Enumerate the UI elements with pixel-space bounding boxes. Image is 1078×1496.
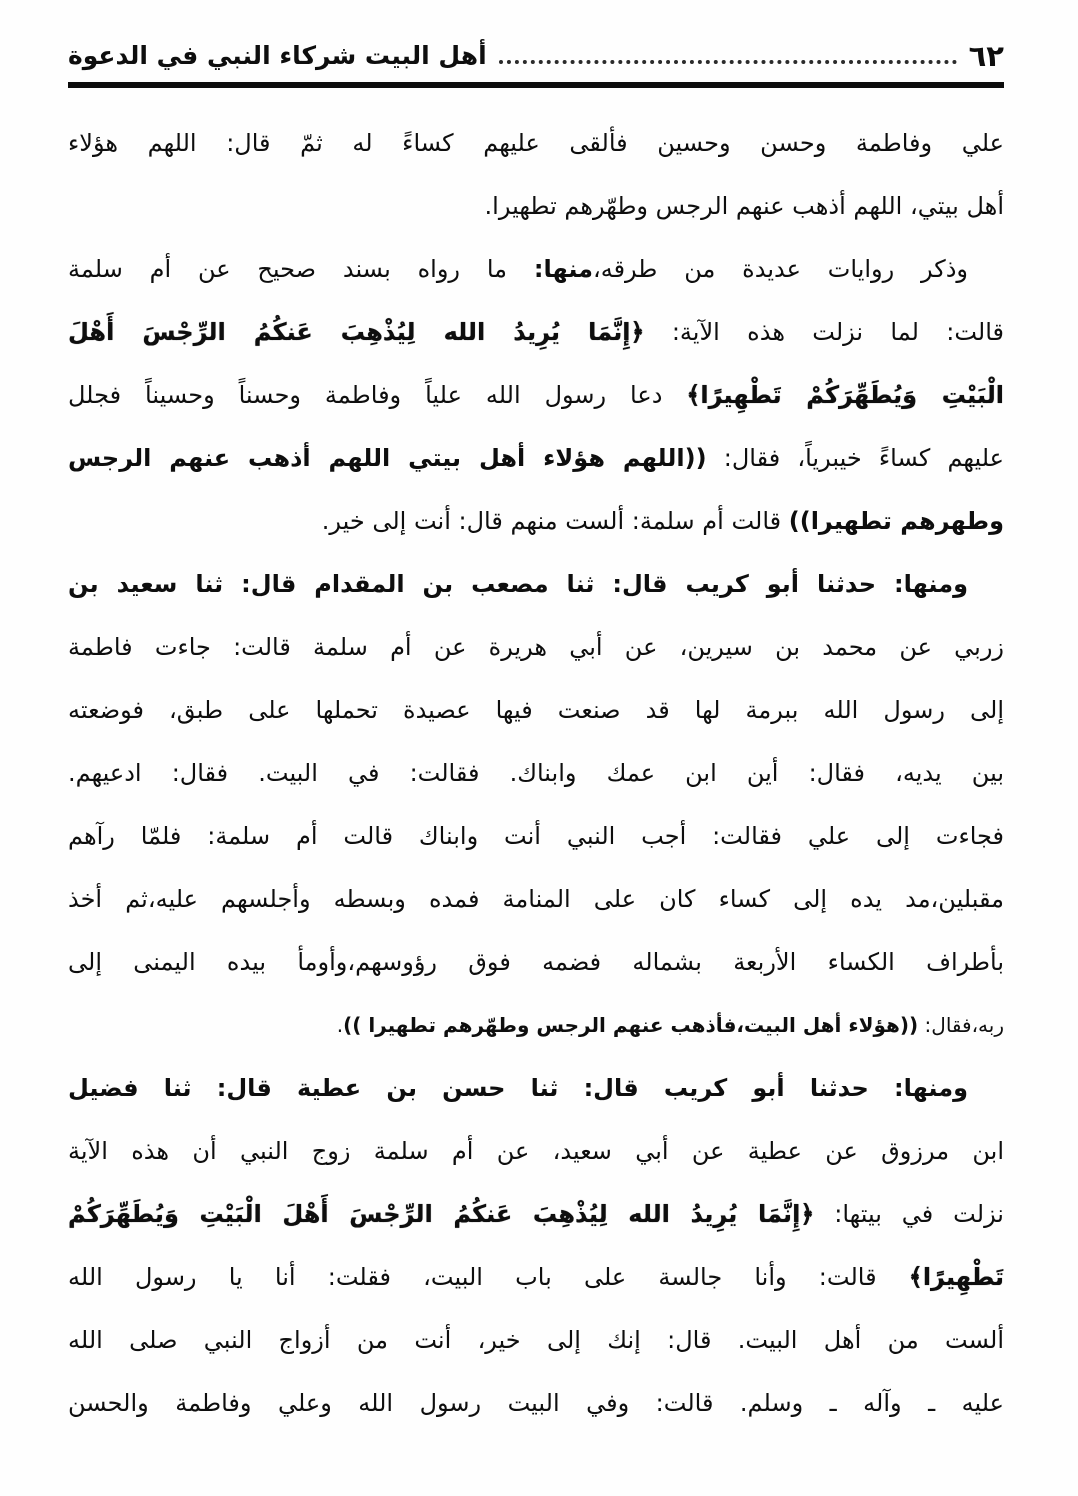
quran-verse-segment: تَطْهِيرًا﴾: [908, 1262, 1004, 1291]
quran-verse-segment: ﴿إِنَّمَا يُرِيدُ الله لِيُذْهِبَ عَنكُمُ الرِّجْسَ أَهْلَ: [68, 317, 645, 346]
paragraph: [68, 553, 1004, 1057]
text-segment: ربه،فقال:: [918, 1012, 1004, 1037]
text-segment: ابن مرزوق عن عطية عن أبي سعيد، عن أم سلمة زوج النبي أن هذه الآية: [68, 1136, 1004, 1165]
quran-verse-segment: الْبَيْتِ وَيُطَهِّرَكُمْ تَطْهِيرًا﴾: [686, 380, 1004, 409]
text-line: [68, 1120, 1004, 1183]
text-segment: أهل بيتي، اللهم أذهب عنهم الرجس وطهّرهم تطهيرا.: [484, 191, 1004, 220]
text-line: [68, 616, 1004, 679]
text-segment: ألست من أهل البيت. قال: إنك إلى خير، أنت من أزواج النبي صلى الله: [68, 1325, 1004, 1354]
bold-segment: وطهرهم تطهيرا)): [788, 506, 1004, 535]
text-line: [68, 553, 1004, 616]
text-segment: إلى رسول الله ببرمة لها قد صنعت فيها عصيدة تحملها على طبق، فوضعته: [68, 695, 1004, 724]
text-line: [68, 175, 1004, 238]
paragraph: [68, 1057, 1004, 1435]
text-segment: بأطراف الكساء الأربعة بشماله فضمه فوق رؤوسهم،وأومأ بيده اليمنى إلى: [68, 947, 1004, 976]
page-body: [68, 112, 1004, 1435]
text-line: [68, 994, 1004, 1057]
paragraph: [68, 112, 1004, 238]
text-segment: فجاءت إلى علي فقالت: أجب النبي أنت وابناك قالت أم سلمة: فلمّا رآهم: [68, 821, 1004, 850]
text-line: [68, 301, 1004, 364]
text-segment: وذكر روايات عديدة من طرقه،: [592, 254, 968, 283]
quran-verse-segment: ﴿إِنَّمَا يُرِيدُ الله لِيُذْهِبَ عَنكُمُ الرِّجْسَ أَهْلَ الْبَيْتِ وَيُطَهِّرَكُمْ: [68, 1199, 815, 1228]
text-line: [68, 1246, 1004, 1309]
bold-segment: ((هؤلاء أهل البيت،فأذهب عنهم الرجس وطهّرهم تطهيرا )): [343, 1012, 919, 1037]
text-segment: دعا رسول الله علياً وفاطمة وحسناً وحسيناً فجلل: [68, 380, 687, 409]
text-line: [68, 868, 1004, 931]
text-segment: زربي عن محمد بن سيرين، عن أبي هريرة عن أم سلمة قالت: جاءت فاطمة: [68, 632, 1004, 661]
text-line: [68, 679, 1004, 742]
text-line: [68, 931, 1004, 994]
page-number: ٦٢: [968, 38, 1004, 73]
page-header: [68, 40, 1004, 88]
text-segment: مقبلين،مد يده إلى كساء كان على المنامة فمده وبسطه وأجلسهم عليه،ثم أخذ: [68, 884, 1004, 913]
text-line: [68, 427, 1004, 490]
bold-segment: ومنها: حدثنا أبو كريب قال: ثنا مصعب بن المقدام قال: ثنا سعيد بن: [68, 569, 968, 598]
text-line: [68, 805, 1004, 868]
text-line: [68, 364, 1004, 427]
bold-segment: ومنها: حدثنا أبو كريب قال: ثنا حسن بن عطية قال: ثنا فضيل: [68, 1073, 968, 1102]
paragraph: [68, 238, 1004, 553]
text-segment: قالت أم سلمة: ألست منهم قال: أنت إلى خير.: [321, 506, 789, 535]
text-line: [68, 238, 1004, 301]
bold-segment: منها:: [533, 254, 593, 283]
text-line: [68, 742, 1004, 805]
text-segment: قالت: وأنا جالسة على باب البيت، فقلت: أنا يا رسول الله: [68, 1262, 909, 1291]
text-line: [68, 1057, 1004, 1120]
text-segment: عليهم كساءً خيبرياً، فقال:: [706, 443, 1004, 472]
text-segment: قالت: لما نزلت هذه الآية:: [644, 317, 1004, 346]
dots-leader: [499, 60, 957, 64]
text-segment: نزلت في بيتها:: [814, 1199, 1004, 1228]
bold-segment: ((اللهم هؤلاء أهل بيتي اللهم أذهب عنهم الرجس: [68, 443, 707, 472]
text-segment: .: [336, 1012, 344, 1037]
text-line: [68, 1372, 1004, 1435]
text-line: [68, 1183, 1004, 1246]
text-segment: عليه ـ وآله ـ وسلم. قالت: وفي البيت رسول الله وعلي وفاطمة والحسن: [68, 1388, 1004, 1417]
text-segment: بين يديه، فقال: أين ابن عمك وابناك. فقالت: في البيت. فقال: ادعيهم.: [68, 758, 1004, 787]
text-line: [68, 1309, 1004, 1372]
text-segment: علي وفاطمة وحسن وحسين فألقى عليهم كساءً له ثمّ قال: اللهم هؤلاء: [68, 128, 1004, 157]
text-segment: ما رواه بسند صحيح عن أم سلمة: [68, 254, 534, 283]
text-line: [68, 490, 1004, 553]
header-title: أهل البيت شركاء النبي في الدعوة: [68, 41, 487, 70]
text-line: [68, 112, 1004, 175]
